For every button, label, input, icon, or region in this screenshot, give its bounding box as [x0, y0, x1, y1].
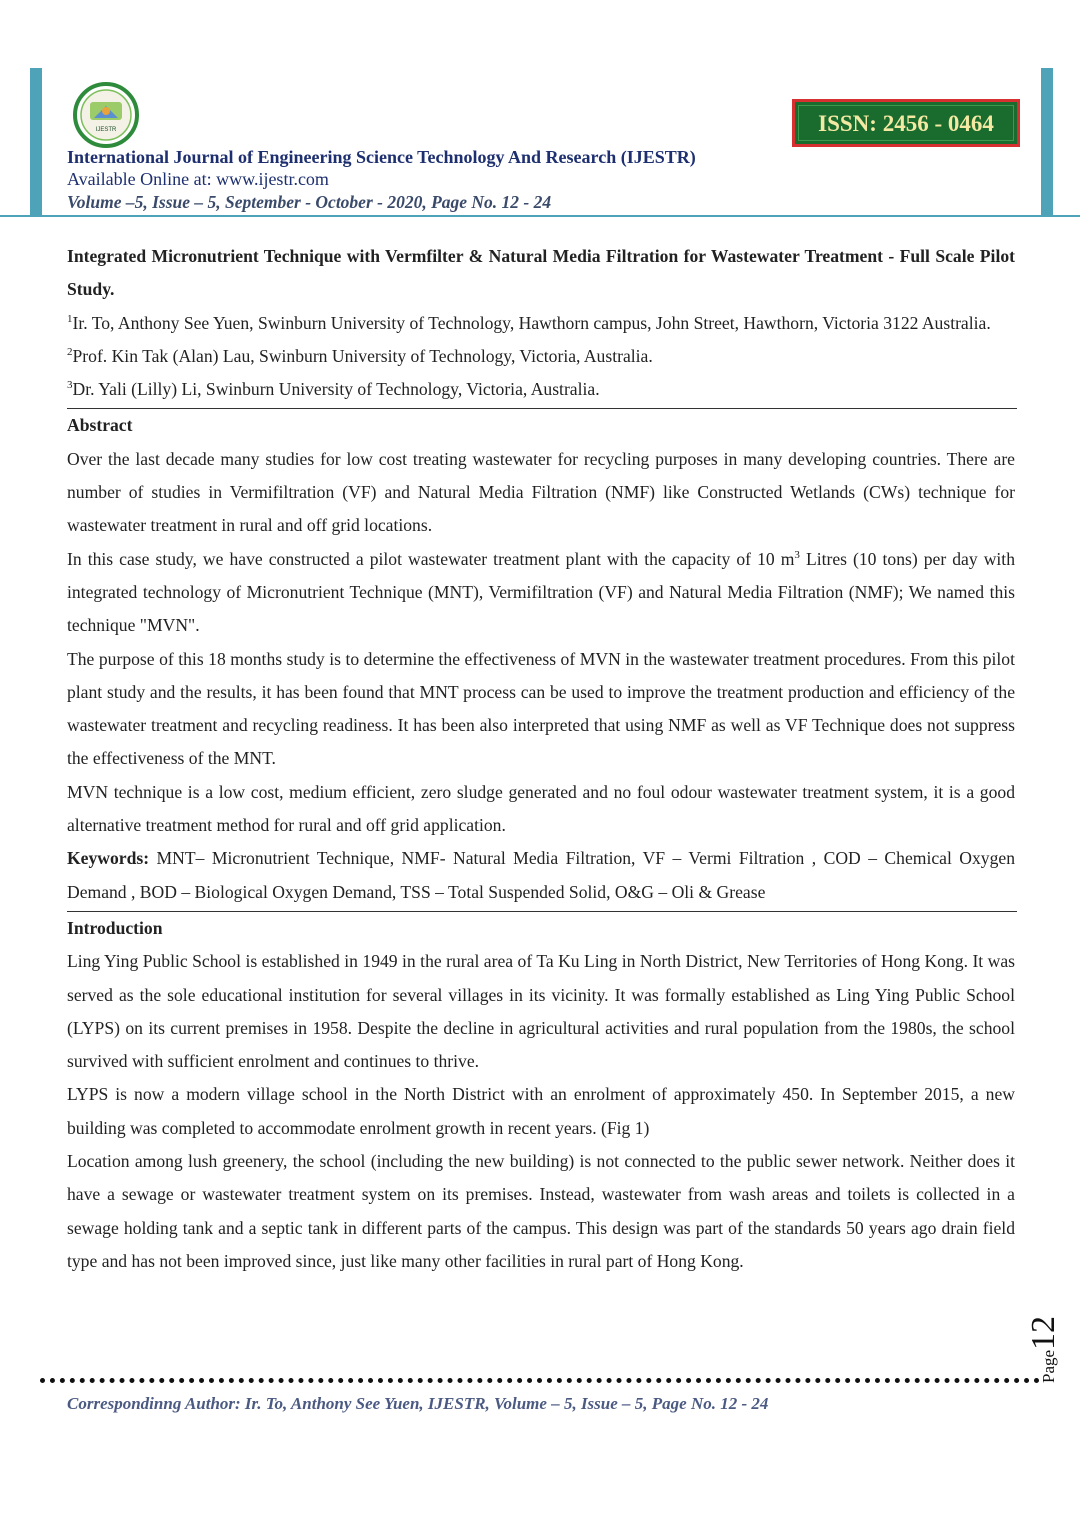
header-left-bar: [30, 68, 42, 216]
issn-text: ISSN: 2456 - 0464: [798, 105, 1014, 141]
journal-volume-line: Volume –5, Issue – 5, September - October - 2020, Page No. 12 - 24: [67, 192, 552, 212]
journal-name: International Journal of Engineering Science Technology And Research (IJESTR): [67, 147, 696, 167]
journal-availability: Available Online at: www.ijestr.com: [67, 169, 329, 189]
author-1: $^1$Ir. To, Anthony See Yuen, Swinburn University of Technology, Hawthorn campus, John Street, Hawthorn, Victoria 3122 Australia.: [67, 312, 991, 333]
introduction-paragraph-1: Ling Ying Public School is established in 1949 in the rural area of Ta Ku Ling in North District, New Territories of Hong Kong. It was served as the sole educational institution for several villages in its vicinity. It was formally established as Ling Ying Public School (LYPS) on its current premises in 1958. Despite the decline in agricultural activities and rural population from the 1980s, the school survived with sufficient enrolment and continues to thrive.: [67, 951, 1015, 1072]
page-number: 12: [1025, 1315, 1062, 1350]
abstract-paragraph-2: In this case study, we have constructed a pilot wastewater treatment plant with the capacity of 10 $m^3$ Litres (10 tons) per day with integrated technology of Micronutrient Technique (MNT), Vermifiltration (VF) and Natural Media Filtration (NMF); We named this technique "MVN".: [67, 548, 1015, 636]
introduction-heading: Introduction: [67, 917, 163, 938]
header-divider: [0, 215, 1080, 217]
author-3: $^3$Dr. Yali (Lilly) Li, Swinburn University of Technology, Victoria, Australia.: [67, 379, 600, 400]
paper-title: Integrated Micronutrient Technique with Vermfilter & Natural Media Filtration for Wastewater Treatment - Full Scale Pilot Study.: [67, 246, 1015, 300]
page-word: Page: [1039, 1349, 1058, 1383]
introduction-paragraph-3: Location among lush greenery, the school (including the new building) is not connected to the public sewer network. Neither does it have a sewage or wastewater treatment system on its premises. Instead, wastewater from wash areas and toilets is collected in a sewage holding tank and a septic tank in different parts of the campus. This design was part of the standards 50 years ago drain field type and has not been improved since, just like many other facilities in rural part of Hong Kong.: [67, 1151, 1015, 1271]
header-right-bar: [1041, 68, 1053, 216]
abstract-paragraph-4: MVN technique is a low cost, medium efficient, zero sludge generated and no foul odour wastewater treatment system, it is a good alternative treatment method for rural and off grid application.: [67, 781, 1015, 836]
article-body: [67, 240, 1015, 1278]
keywords-list: MNT– Micronutrient Technique, NMF- Natural Media Filtration, VF – Vermi Filtration , COD – Chemical Oxygen Demand , BOD – Biological Oxygen Demand, TSS – Total Suspended Solid, O&G – Oli & Grease: [67, 848, 1015, 902]
footer-dotted-divider: [40, 1378, 1040, 1383]
keywords-label: Keywords:: [67, 848, 150, 869]
issn-badge: [792, 99, 1020, 147]
journal-logo: [70, 82, 142, 148]
abstract-paragraph-3: The purpose of this 18 months study is to determine the effectiveness of MVN in the wastewater treatment procedures. From this pilot plant study and the results, it has been found that MNT process can be used to improve the treatment production and efficiency of the wastewater treatment and recycling readiness. It has been also interpreted that using NMF as well as VF Technique does not suppress the effectiveness of the MNT.: [67, 648, 1015, 769]
keywords: [67, 842, 1015, 909]
corresponding-author-footer: Correspondinng Author: Ir. To, Anthony See Yuen, IJESTR, Volume – 5, Issue – 5, Page No. 12 - 24: [67, 1394, 769, 1413]
svg-text:IJESTR: IJESTR: [95, 127, 117, 133]
abstract-heading: Abstract: [67, 415, 133, 436]
introduction-paragraph-2: LYPS is now a modern village school in the North District with an enrolment of approximately 450. In September 2015, a new building was completed to accommodate enrolment growth in recent years. (Fig 1): [67, 1084, 1015, 1138]
page-number-label: [1025, 1293, 1065, 1383]
abstract-paragraph-1: Over the last decade many studies for low cost treating wastewater for recycling purposes in many developing countries. There are number of studies in Vermifiltration (VF) and Natural Media Filtration (NMF) like Constructed Wetlands (CWs) technique for wastewater treatment in rural and off grid locations.: [67, 448, 1015, 536]
author-2: $^2$Prof. Kin Tak (Alan) Lau, Swinburn University of Technology, Victoria, Australia.: [67, 345, 653, 366]
